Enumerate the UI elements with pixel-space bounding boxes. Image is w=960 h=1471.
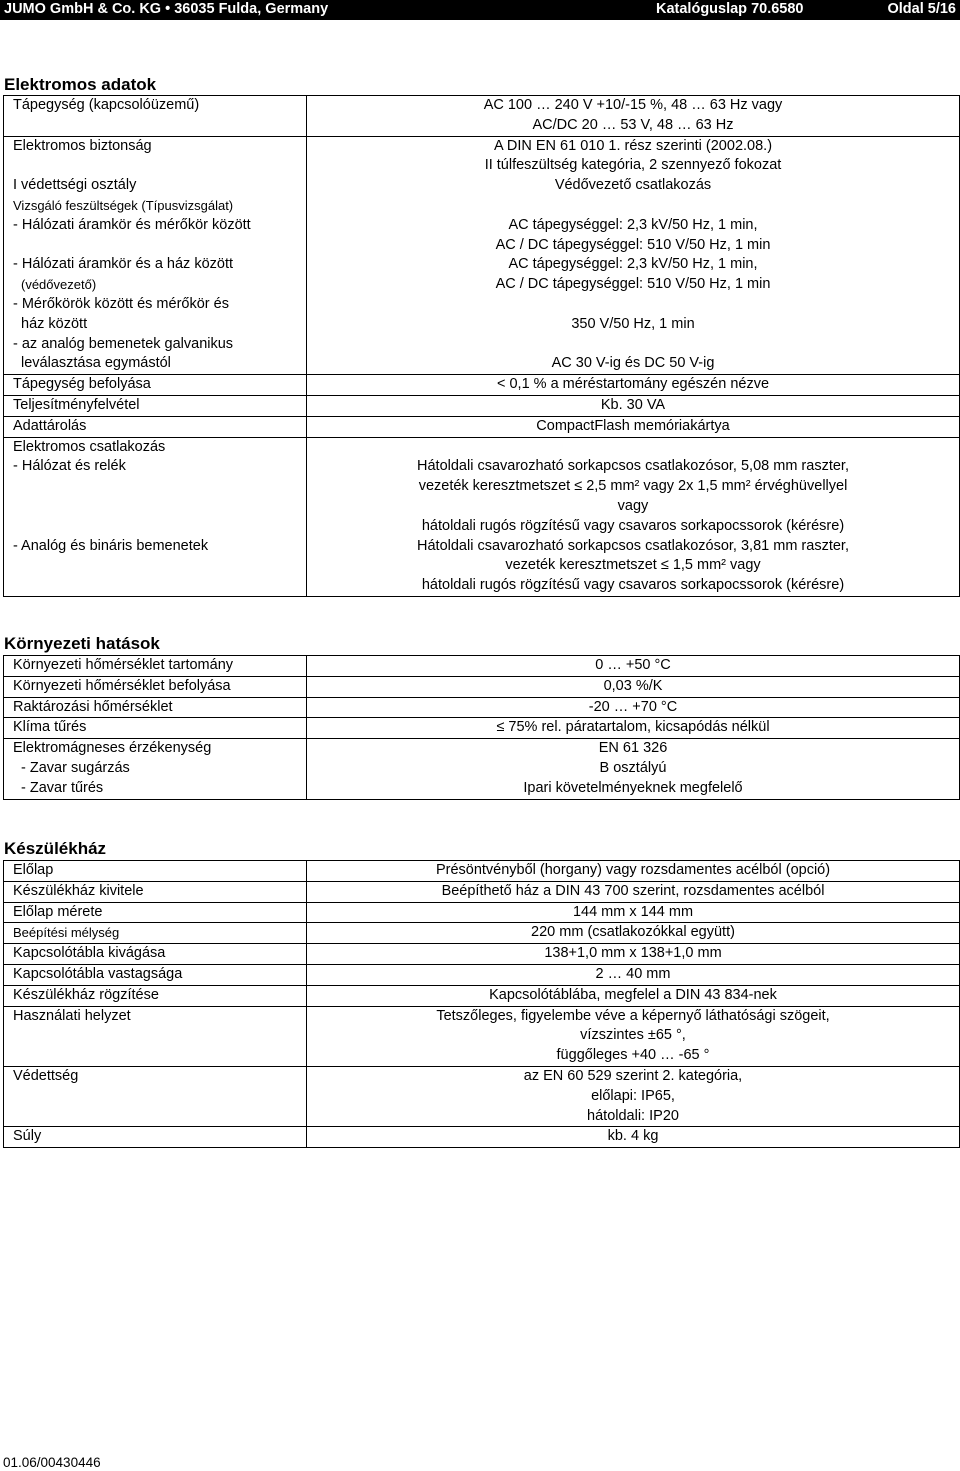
- table-row: [4, 902, 960, 923]
- row-label: Tápegység (kapcsolóüzemű): [4, 96, 307, 137]
- table-row: [4, 718, 960, 739]
- row-value: Hátoldali csavarozható sorkapcsos csatlakozósor, 5,08 mm raszter, vezeték keresztmetszet ≤ 2,5 mm² vagy 2x 1,5 mm² érvéghüvellyel vagy hátoldali rugós rögzítésű vagy csavaros sorkapocssorok (kérésre) Hátoldali csavarozható sorkapcsos csatlakozósor, 3,81 mm raszter, vezeték keresztmetszet ≤ 1,5 mm² vagy hátoldali rugós rögzítésű vagy csavaros sorkapocssorok (kérésre): [307, 437, 960, 596]
- row-label: Készülékház rögzítése: [4, 985, 307, 1006]
- row-value: ≤ 75% rel. páratartalom, kicsapódás nélkül: [307, 718, 960, 739]
- table-row: [4, 923, 960, 944]
- table-row: [4, 739, 960, 799]
- row-label: Környezeti hőmérséklet tartomány: [4, 656, 307, 677]
- table-row: [4, 96, 960, 137]
- row-label: Teljesítményfelvétel: [4, 395, 307, 416]
- table-row: [4, 1066, 960, 1126]
- table-row: [4, 1006, 960, 1066]
- row-value: 0,03 %/K: [307, 676, 960, 697]
- row-label: Előlap: [4, 861, 307, 882]
- row-label: Környezeti hőmérséklet befolyása: [4, 676, 307, 697]
- row-value: Présöntvényből (horgany) vagy rozsdamentes acélból (opció): [307, 861, 960, 882]
- row-label: Tápegység befolyása: [4, 375, 307, 396]
- table-row: [4, 861, 960, 882]
- page-header: [0, 0, 960, 20]
- row-label: Súly: [4, 1127, 307, 1148]
- row-value: 220 mm (csatlakozókkal együtt): [307, 923, 960, 944]
- row-label: Használati helyzet: [4, 1006, 307, 1066]
- row-label: Védettség: [4, 1066, 307, 1126]
- row-value: < 0,1 % a méréstartomány egészén nézve: [307, 375, 960, 396]
- row-label: Előlap mérete: [4, 902, 307, 923]
- row-value: A DIN EN 61 010 1. rész szerinti (2002.08.) II túlfeszültség kategória, 2 szennyező fokozat Védővezető csatlakozás AC tápegységgel: 2,3 kV/50 Hz, 1 min, AC / DC tápegységgel: 510 V/50 Hz, 1 min AC tápegységgel: 2,3 kV/50 Hz, 1 min, AC / DC tápegységgel: 510 V/50 Hz, 1 min 350 V/50 Hz, 1 min AC 30 V-ig és DC 50 V-ig: [307, 136, 960, 375]
- table-row: [4, 985, 960, 1006]
- table-row: [4, 395, 960, 416]
- row-label: Beépítési mélység: [4, 923, 307, 944]
- row-value: az EN 60 529 szerint 2. kategória, előlapi: IP65, hátoldali: IP20: [307, 1066, 960, 1126]
- row-value: AC 100 … 240 V +10/-15 %, 48 … 63 Hz vagy AC/DC 20 … 53 V, 48 … 63 Hz: [307, 96, 960, 137]
- row-label: Készülékház kivitele: [4, 881, 307, 902]
- table-row: [4, 676, 960, 697]
- table-row: [4, 964, 960, 985]
- catalog-sheet: Katalóguslap 70.6580: [656, 1, 804, 17]
- table-row: [4, 375, 960, 396]
- row-value: Beépíthető ház a DIN 43 700 szerint, rozsdamentes acélból: [307, 881, 960, 902]
- row-value: EN 61 326 B osztályú Ipari követelményeknek megfelelő: [307, 739, 960, 799]
- row-label: Elektromos biztonság I védettségi osztály Vizsgáló feszültségek (Típusvizsgálat) - Hálózati áramkör és mérőkör között - Hálózati áramkör és a ház között (védővezető) - Mérőkörök között és mérőkör és ház között - az analóg bemenetek galvanikus leválasztása egymástól: [4, 136, 307, 375]
- table-row: [4, 656, 960, 677]
- table-row: [4, 1127, 960, 1148]
- row-value: Kb. 30 VA: [307, 395, 960, 416]
- section-title-housing: Készülékház: [4, 839, 107, 858]
- row-value: -20 … +70 °C: [307, 697, 960, 718]
- row-label: Elektromágneses érzékenység - Zavar sugárzás - Zavar tűrés: [4, 739, 307, 799]
- row-value: kb. 4 kg: [307, 1127, 960, 1148]
- row-label: Kapcsolótábla vastagsága: [4, 964, 307, 985]
- row-value: Kapcsolótáblába, megfelel a DIN 43 834-nek: [307, 985, 960, 1006]
- housing-table: [3, 860, 960, 1148]
- company-name: JUMO GmbH & Co. KG • 36035 Fulda, Germany: [4, 1, 329, 17]
- table-row: [4, 416, 960, 437]
- environment-table: [3, 655, 960, 800]
- document-code: 01.06/00430446: [3, 1455, 101, 1470]
- row-label: Kapcsolótábla kivágása: [4, 944, 307, 965]
- row-value: 0 … +50 °C: [307, 656, 960, 677]
- row-value: Tetszőleges, figyelembe véve a képernyő láthatósági szögeit, vízszintes ±65 °, függőleges +40 … -65 °: [307, 1006, 960, 1066]
- row-label: Adattárolás: [4, 416, 307, 437]
- electrical-table: [3, 95, 960, 597]
- section-title-environment: Környezeti hatások: [4, 634, 160, 653]
- table-row: [4, 881, 960, 902]
- table-row: [4, 944, 960, 965]
- table-row: [4, 437, 960, 596]
- row-label: Klíma tűrés: [4, 718, 307, 739]
- table-row: [4, 136, 960, 375]
- row-label: Elektromos csatlakozás - Hálózat és relék - Analóg és bináris bemenetek: [4, 437, 307, 596]
- page-number: Oldal 5/16: [887, 1, 956, 17]
- row-value: 138+1,0 mm x 138+1,0 mm: [307, 944, 960, 965]
- row-label: Raktározási hőmérséklet: [4, 697, 307, 718]
- row-value: 144 mm x 144 mm: [307, 902, 960, 923]
- row-value: 2 … 40 mm: [307, 964, 960, 985]
- table-row: [4, 697, 960, 718]
- row-value: CompactFlash memóriakártya: [307, 416, 960, 437]
- section-title-electrical: Elektromos adatok: [4, 75, 157, 94]
